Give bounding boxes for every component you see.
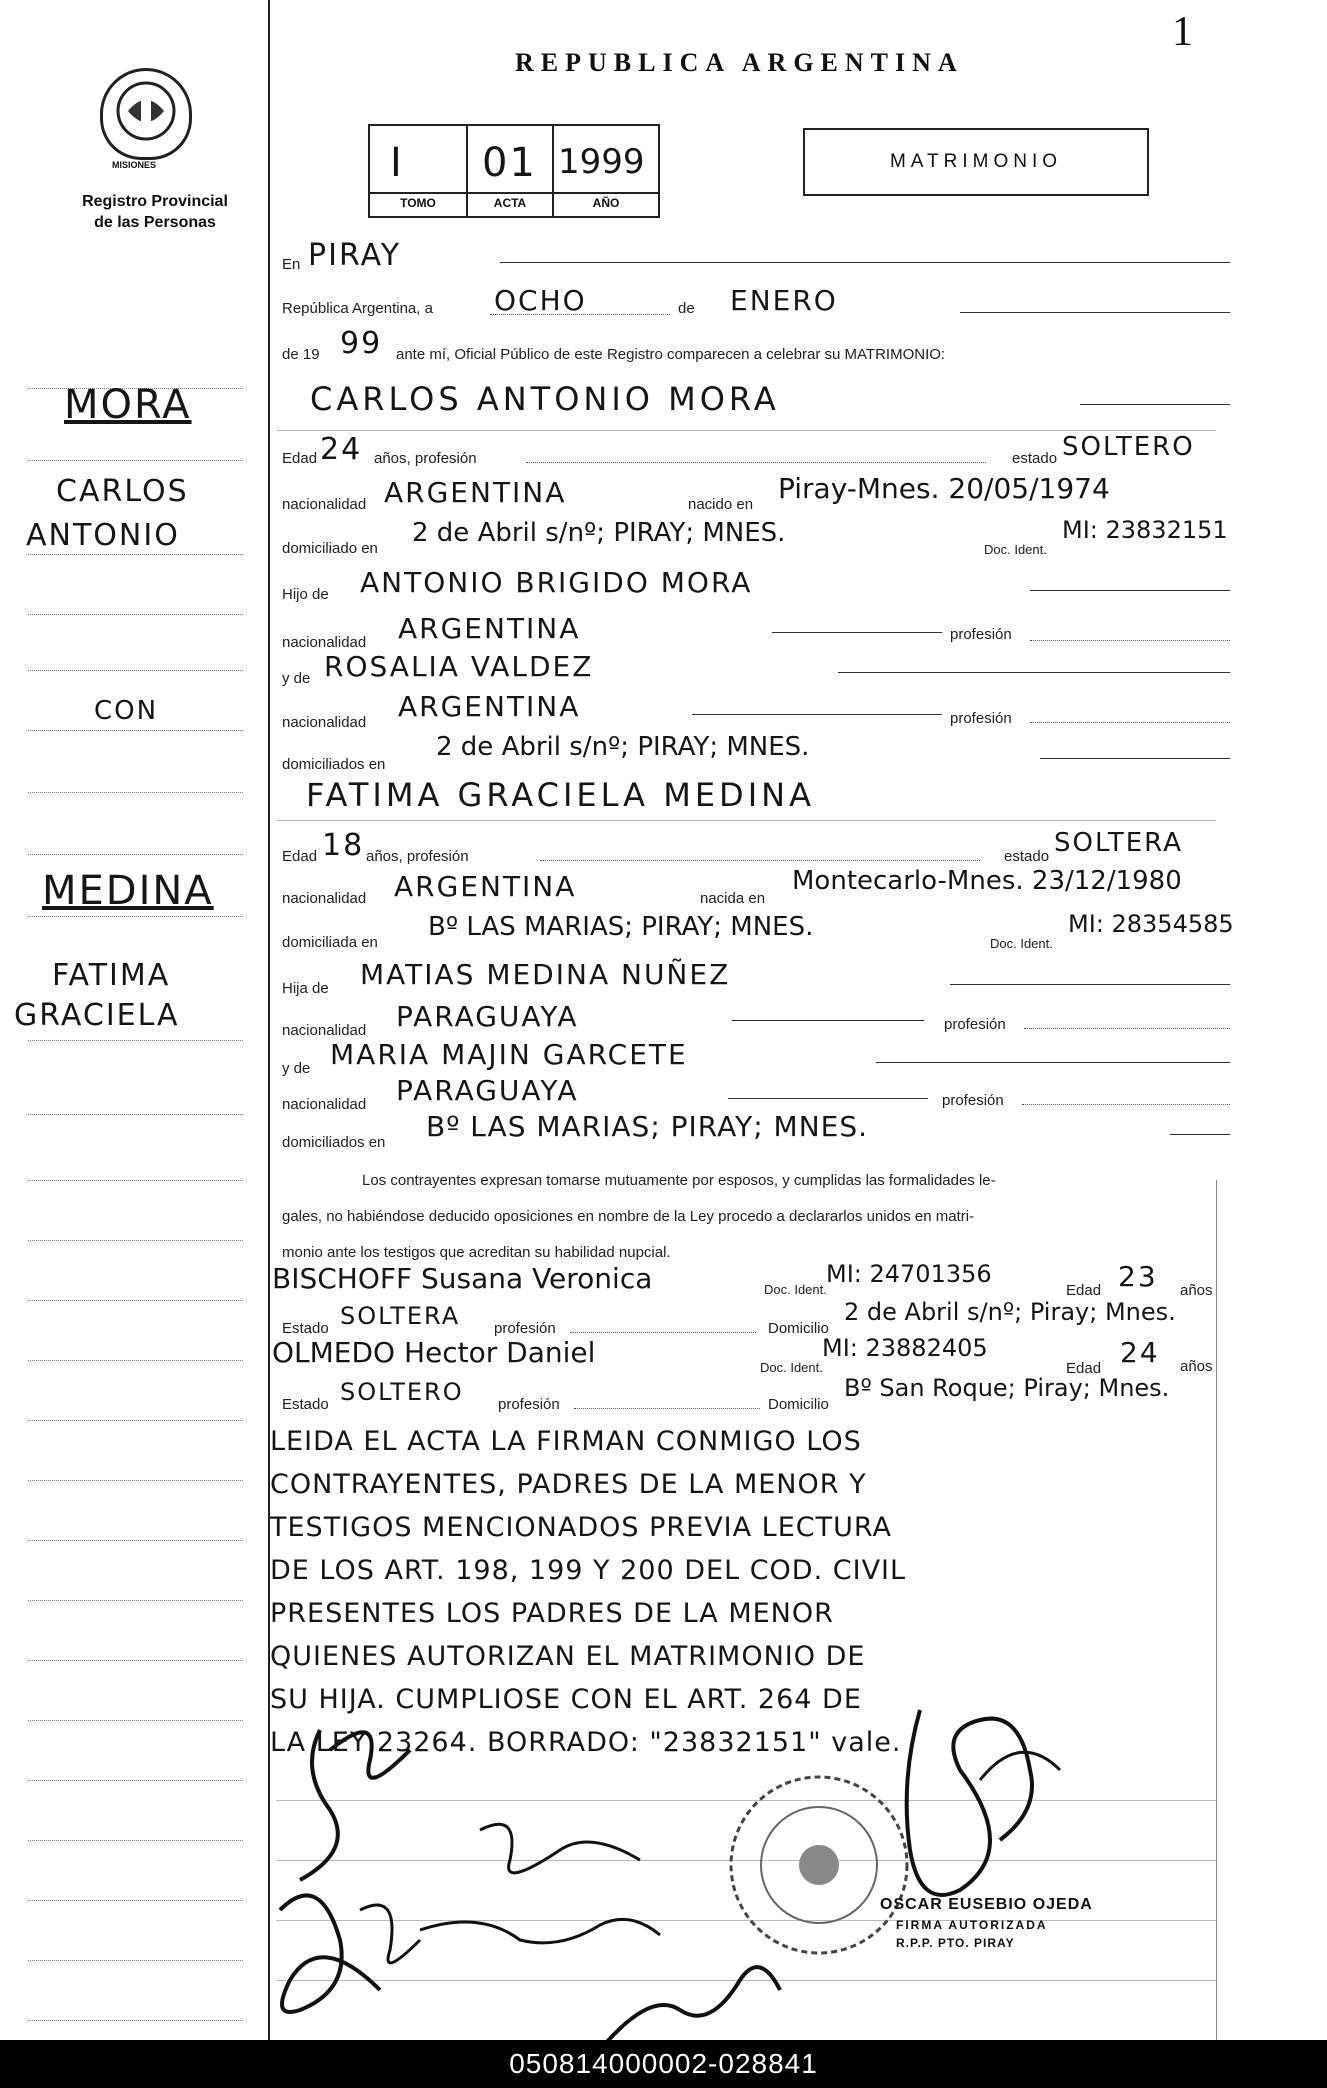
bride-age: 18 [322, 828, 365, 863]
margin-bride-names-2: GRACIELA [14, 998, 180, 1033]
document-type-box [803, 128, 1149, 196]
closing-text-1: Los contrayentes expresan tomarse mutuamente por esposos, y cumplidas las formalidades le- [362, 1172, 996, 1189]
label-bride-doc: Doc. Ident. [990, 936, 1053, 951]
groom-mother: ROSALIA VALDEZ [324, 650, 594, 683]
seal-caption: MISIONES [112, 160, 157, 170]
margin-con: CON [94, 696, 159, 726]
label-groom-y-de: y de [282, 670, 311, 687]
record-box [368, 124, 660, 218]
date-day: OCHO [494, 284, 587, 317]
label-witness-1-anos: años [1180, 1282, 1213, 1299]
bride-doc: MI: 28354585 [1068, 910, 1234, 938]
bride-address: Bº LAS MARIAS; PIRAY; MNES. [428, 912, 814, 942]
label-hija-de: Hija de [282, 980, 329, 997]
label-bride-nacida-en: nacida en [700, 890, 766, 907]
groom-parents-address: 2 de Abril s/nº; PIRAY; MNES. [436, 732, 810, 762]
label-groom-edad: Edad [282, 450, 318, 467]
bride-father-nationality: PARAGUAYA [396, 1000, 579, 1033]
groom-nationality: ARGENTINA [384, 476, 567, 509]
label-bride-edad: Edad [282, 848, 318, 865]
label-witness-2-estado: Estado [282, 1396, 329, 1413]
label-witness-1-estado: Estado [282, 1320, 329, 1337]
stamp-office: R.P.P. PTO. PIRAY [896, 1936, 1015, 1950]
note-line-8: LA LEY 23264. BORRADO: "23832151" vale. [270, 1727, 902, 1758]
note-line-5: PRESENTES LOS PADRES DE LA MENOR [270, 1598, 834, 1629]
witness-2-domicilio: Bº San Roque; Piray; Mnes. [844, 1374, 1170, 1402]
acta-label: ACTA [493, 196, 527, 210]
label-republica: República Argentina, a [282, 300, 433, 317]
label-bride-domiciliada: domiciliada en [282, 934, 378, 951]
label-groom-domiciliado: domiciliado en [282, 540, 378, 557]
witness-1-domicilio: 2 de Abril s/nº; Piray; Mnes. [844, 1298, 1176, 1326]
acta-value: 01 [482, 140, 537, 186]
label-mother-profesion: profesión [950, 710, 1012, 727]
place: PIRAY [308, 238, 402, 273]
groom-doc: MI: 23832151 [1062, 516, 1228, 544]
tomo-label: TOMO [400, 196, 436, 210]
label-bride-anos-profesion: años, profesión [366, 848, 469, 865]
label-bride-father-profesion: profesión [944, 1016, 1006, 1033]
bride-birth: Montecarlo-Mnes. 23/12/1980 [792, 866, 1182, 896]
groom-address: 2 de Abril s/nº; PIRAY; MNES. [412, 518, 786, 548]
bride-mother-nationality: PARAGUAYA [396, 1074, 579, 1107]
margin-groom-names-1: CARLOS [56, 474, 189, 509]
note-line-7: SU HIJA. CUMPLIOSE CON EL ART. 264 DE [270, 1684, 862, 1715]
provincial-seal [100, 68, 192, 160]
intro-text: ante mí, Oficial Público de este Registro comparecen a celebrar su MATRIMONIO: [396, 346, 946, 363]
label-witness-2-profesion: profesión [498, 1396, 560, 1413]
label-bride-y-de: y de [282, 1060, 311, 1077]
label-groom-estado: estado [1012, 450, 1058, 467]
registry-name-line2: de las Personas [94, 214, 216, 231]
label-hijo-de: Hijo de [282, 586, 329, 603]
note-line-1: LEIDA EL ACTA LA FIRMAN CONMIGO LOS [270, 1426, 862, 1457]
note-line-2: CONTRAYENTES, PADRES DE LA MENOR Y [270, 1469, 867, 1500]
label-groom-parents-domicile: domiciliados en [282, 756, 386, 773]
bride-nationality: ARGENTINA [394, 870, 577, 903]
label-witness-2-domicilio: Domicilio [768, 1396, 829, 1413]
ano-label: AÑO [592, 196, 620, 210]
witness-2-age: 24 [1120, 1336, 1160, 1369]
note-line-4: DE LOS ART. 198, 199 Y 200 DEL COD. CIVIL [270, 1555, 907, 1586]
bride-father: MATIAS MEDINA NUÑEZ [360, 958, 731, 991]
label-de: de [678, 300, 695, 317]
label-witness-2-anos: años [1180, 1358, 1213, 1375]
label-groom-nacido-en: nacido en [688, 496, 754, 513]
date-year: 99 [340, 326, 383, 361]
groom-mother-nationality: ARGENTINA [398, 690, 581, 723]
witness-2-estado: SOLTERO [340, 1378, 464, 1406]
label-bride-nacionalidad: nacionalidad [282, 890, 367, 907]
groom-father: ANTONIO BRIGIDO MORA [360, 566, 753, 599]
margin-bride-names-1: FATIMA [52, 958, 171, 993]
tomo-value: I [390, 140, 404, 186]
label-witness-2-doc: Doc. Ident. [760, 1360, 823, 1375]
margin-groom-names-2: ANTONIO [26, 518, 180, 553]
bride-full-name: FATIMA GRACIELA MEDINA [306, 776, 815, 814]
witness-1-age: 23 [1118, 1260, 1158, 1293]
label-groom-anos-profesion: años, profesión [374, 450, 477, 467]
stamp-name: OSCAR EUSEBIO OJEDA [880, 1896, 1093, 1913]
groom-full-name: CARLOS ANTONIO MORA [310, 380, 780, 418]
label-bride-estado: estado [1004, 848, 1050, 865]
note-line-3: TESTIGOS MENCIONADOS PREVIA LECTURA [270, 1512, 893, 1543]
bride-estado: SOLTERA [1054, 828, 1183, 858]
witness-1-doc: MI: 24701356 [826, 1260, 992, 1288]
closing-text-2: gales, no habiéndose deducido oposiciones en nombre de la Ley procedo a declararlos unidos en matri- [282, 1208, 975, 1225]
label-de-19: de 19 [282, 346, 320, 363]
witness-1-estado: SOLTERA [340, 1302, 461, 1330]
witness-2-doc: MI: 23882405 [822, 1334, 988, 1362]
label-father-profesion: profesión [950, 626, 1012, 643]
note-line-6: QUIENES AUTORIZAN EL MATRIMONIO DE [270, 1641, 866, 1672]
registry-name-line1: Registro Provincial [82, 193, 228, 210]
document-type: MATRIMONIO [889, 151, 1063, 172]
witness-2-name: OLMEDO Hector Daniel [272, 1336, 596, 1369]
label-witness-1-doc: Doc. Ident. [764, 1282, 827, 1297]
witness-1-name: BISCHOFF Susana Veronica [272, 1262, 653, 1295]
page-number: 1 [1172, 9, 1193, 55]
label-bride-mother-profesion: profesión [942, 1092, 1004, 1109]
label-mother-nat: nacionalidad [282, 714, 367, 731]
footer-code: 050814000002-028841 [509, 2048, 818, 2079]
ano-value: 1999 [558, 142, 645, 182]
margin-groom-surname: MORA [64, 382, 192, 428]
label-bride-father-nat: nacionalidad [282, 1022, 367, 1039]
label-groom-doc: Doc. Ident. [984, 542, 1047, 557]
label-groom-nacionalidad: nacionalidad [282, 496, 367, 513]
groom-estado: SOLTERO [1062, 432, 1195, 462]
label-witness-2-edad: Edad [1066, 1360, 1102, 1377]
official-round-stamp-icon [724, 1770, 914, 1960]
country-title: REPUBLICA ARGENTINA [515, 48, 964, 77]
closing-text-3: monio ante los testigos que acreditan su habilidad nupcial. [282, 1244, 671, 1261]
stamp-role: FIRMA AUTORIZADA [896, 1918, 1048, 1932]
label-bride-mother-nat: nacionalidad [282, 1096, 367, 1113]
date-month: ENERO [730, 284, 838, 317]
bride-mother: MARIA MAJIN GARCETE [330, 1038, 688, 1071]
footer-code-bar [0, 2040, 1327, 2088]
label-witness-1-edad: Edad [1066, 1282, 1102, 1299]
label-father-nat: nacionalidad [282, 634, 367, 651]
groom-age: 24 [320, 432, 363, 467]
seal-emblem-icon [103, 71, 189, 157]
margin-bride-surname: MEDINA [42, 868, 214, 914]
groom-father-nationality: ARGENTINA [398, 612, 581, 645]
label-bride-parents-domicile: domiciliados en [282, 1134, 386, 1151]
groom-birth: Piray-Mnes. 20/05/1974 [778, 472, 1110, 505]
label-witness-1-profesion: profesión [494, 1320, 556, 1337]
label-en: En [282, 256, 301, 273]
label-witness-1-domicilio: Domicilio [768, 1320, 829, 1337]
bride-parents-address: Bº LAS MARIAS; PIRAY; MNES. [426, 1110, 869, 1143]
